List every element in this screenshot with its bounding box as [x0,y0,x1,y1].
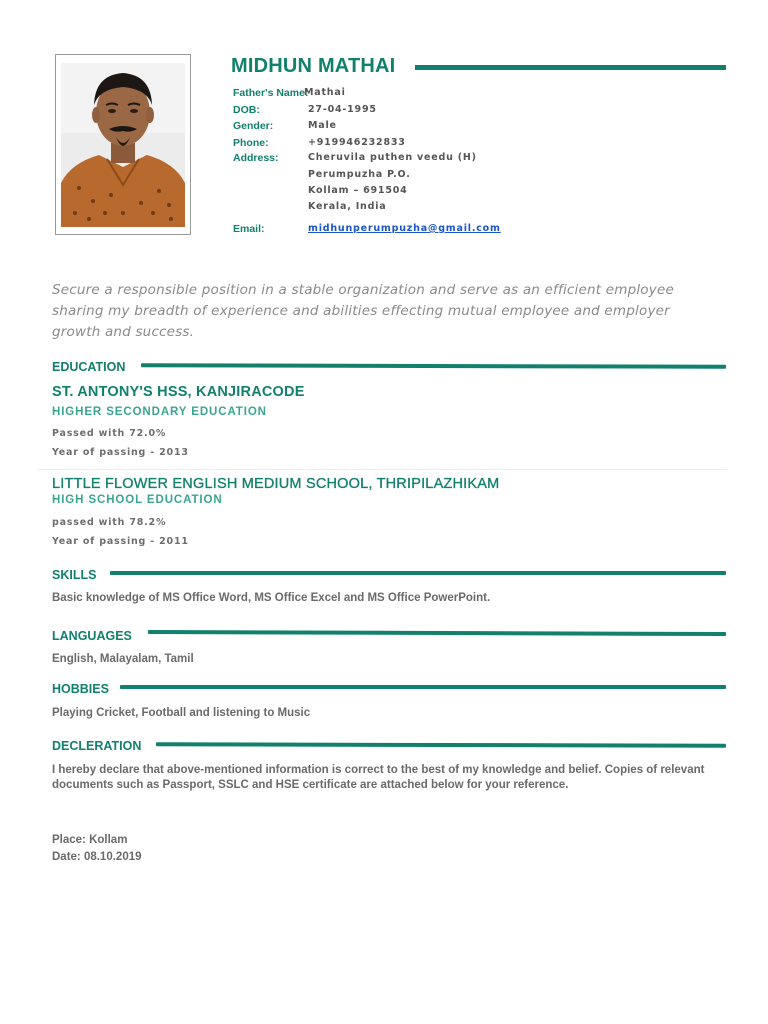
fathers-name-label: Father's Name: [233,87,309,99]
skills-divider-bar [110,571,726,575]
languages-heading: LANGUAGES [52,629,132,643]
hobbies-divider-bar [120,685,726,689]
address-line-3: Kollam – 691504 [308,185,408,196]
place-text: Place: Kollam [52,834,128,846]
passing-year-text: Year of passing - 2011 [52,536,189,547]
degree-name: HIGHER SECONDARY EDUCATION [52,406,267,418]
phone-value: +919946232833 [308,137,406,148]
school-name: LITTLE FLOWER ENGLISH MEDIUM SCHOOL, THRIPILAZHIKAM [52,476,500,492]
dob-value: 27-04-1995 [308,104,377,115]
address-label: Address: [233,152,279,164]
candidate-name: MIDHUN MATHAI [231,55,396,77]
profile-photo-frame [55,54,191,235]
portrait-image [61,63,185,227]
education-divider-bar [141,363,726,369]
gender-value: Male [308,120,337,131]
declaration-text-line-2: documents such as Passport, SSLC and HSE certificate are attached below for your reference. [52,779,569,791]
school-name: ST. ANTONY'S HSS, KANJIRACODE [52,384,305,400]
result-text: Passed with 72.0% [52,428,167,439]
degree-name: HIGH SCHOOL EDUCATION [52,494,223,506]
email-label: Email: [233,223,265,235]
phone-label: Phone: [233,137,269,149]
fathers-name-value: Mathai [304,87,346,98]
address-line-2: Perumpuzha P.O. [308,169,411,180]
languages-divider-bar [148,630,726,636]
result-text: passed with 78.2% [52,517,167,528]
name-divider-bar [415,65,726,70]
passing-year-text: Year of passing - 2013 [52,447,189,458]
profile-photo [61,63,185,227]
skills-heading: SKILLS [52,568,97,582]
declaration-divider-bar [156,742,726,747]
languages-text: English, Malayalam, Tamil [52,653,194,665]
skills-text: Basic knowledge of MS Office Word, MS Office Excel and MS Office PowerPoint. [52,592,491,604]
date-text: Date: 08.10.2019 [52,851,142,863]
hobbies-heading: HOBBIES [52,682,109,696]
address-line-4: Kerala, India [308,201,387,212]
email-link[interactable]: midhunperumpuzha@gmail.com [308,223,501,234]
career-objective: Secure a responsible position in a stable organization and serve as an efficient employee sharing my breadth of experience and abilities effecting mutual employee and employer growth and success. [52,282,674,340]
declaration-heading: DECLERATION [52,739,142,753]
education-heading: EDUCATION [52,360,126,374]
education-entry-divider [37,469,727,470]
declaration-text-line-1: I hereby declare that above-mentioned information is correct to the best of my knowledge and belief. Copies of relevant [52,764,705,776]
gender-label: Gender: [233,120,274,132]
hobbies-text: Playing Cricket, Football and listening to Music [52,707,311,719]
dob-label: DOB: [233,104,260,116]
address-line-1: Cheruvila puthen veedu (H) [308,152,477,163]
